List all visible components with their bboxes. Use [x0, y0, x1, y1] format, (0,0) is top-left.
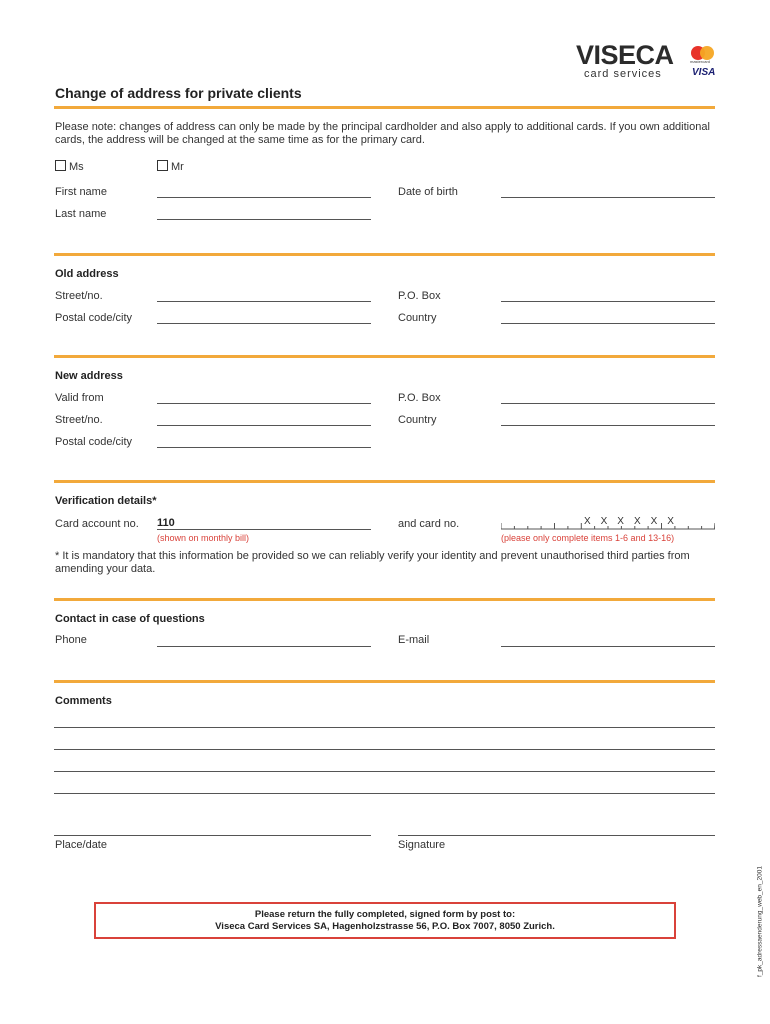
intro-note: Please note: changes of address can only be made by the principal cardholder and also apply to additional cards. If you own additional cards, the address will be changed at the same time as for the primary card. — [55, 121, 710, 146]
card-number-mask: X X X X X X — [584, 516, 678, 527]
phone-label: Phone — [55, 634, 87, 646]
new-street-label: Street/no. — [55, 414, 103, 426]
card-account-label: Card account no. — [55, 518, 139, 530]
old-country-label: Country — [398, 312, 437, 324]
return-instructions-box — [94, 902, 676, 939]
date-of-birth-field[interactable] — [501, 197, 715, 198]
comment-line-4[interactable] — [54, 793, 715, 794]
mr-checkbox[interactable] — [157, 160, 168, 171]
old-po-box-label: P.O. Box — [398, 290, 441, 302]
signature-field[interactable] — [398, 835, 715, 836]
contact-rule — [54, 598, 715, 601]
old-address-title: Old address — [55, 268, 119, 280]
card-account-field[interactable] — [157, 529, 371, 530]
mastercard-logo — [689, 45, 717, 67]
date-of-birth-label: Date of birth — [398, 186, 458, 198]
shown-on-bill-hint: (shown on monthly bill) — [157, 533, 250, 543]
new-country-label: Country — [398, 414, 437, 426]
mandatory-note: * It is mandatory that this information be provided so we can reliably verify your identity and prevent unauthorised third parties from amending your data. — [55, 550, 690, 575]
email-label: E-mail — [398, 634, 430, 646]
new-country-field[interactable] — [501, 425, 715, 426]
verification-rule — [54, 480, 715, 483]
title-rule — [54, 106, 715, 109]
return-line-2: Viseca Card Services SA, Hagenholzstrasse 56, P.O. Box 7007, 8050 Zurich. — [215, 921, 555, 932]
old-address-rule — [54, 253, 715, 256]
signature-label: Signature — [398, 839, 446, 851]
old-postal-label: Postal code/city — [55, 312, 133, 324]
old-street-field[interactable] — [157, 301, 371, 302]
mastercard-text: mastercard — [690, 59, 711, 64]
first-name-label: First name — [55, 186, 107, 198]
card-account-prefix: 110 — [157, 517, 175, 529]
new-postal-field[interactable] — [157, 447, 371, 448]
ms-label: Ms — [69, 161, 84, 173]
mr-label: Mr — [171, 161, 184, 173]
new-po-box-field[interactable] — [501, 403, 715, 404]
new-postal-label: Postal code/city — [55, 436, 133, 448]
visa-logo: VISA — [692, 67, 716, 78]
page-title: Change of address for private clients — [55, 85, 302, 101]
comments-rule — [54, 680, 715, 683]
comment-line-3[interactable] — [54, 771, 715, 772]
verification-title: Verification details* — [55, 495, 157, 507]
new-address-title: New address — [55, 370, 123, 382]
salutation-mr[interactable] — [157, 160, 184, 173]
old-country-field[interactable] — [501, 323, 715, 324]
return-line-1: Please return the fully completed, signed form by post to: — [254, 909, 516, 920]
card-no-label: and card no. — [398, 518, 460, 530]
last-name-field[interactable] — [157, 219, 371, 220]
old-street-label: Street/no. — [55, 290, 103, 302]
comment-line-1[interactable] — [54, 727, 715, 728]
phone-field[interactable] — [157, 646, 371, 647]
email-field[interactable] — [501, 646, 715, 647]
brand-subtitle: card services — [584, 68, 662, 80]
old-postal-field[interactable] — [157, 323, 371, 324]
brand-name: VISECA — [576, 40, 674, 70]
form-code: f_pk_adressaenderung_web_en_2001 — [756, 866, 764, 977]
contact-title: Contact in case of questions — [55, 613, 205, 625]
complete-items-hint: (please only complete items 1-6 and 13-16) — [501, 533, 675, 543]
place-date-field[interactable] — [54, 835, 371, 836]
salutation-ms[interactable] — [55, 160, 84, 173]
new-po-box-label: P.O. Box — [398, 392, 441, 404]
place-date-label: Place/date — [55, 839, 107, 851]
valid-from-label: Valid from — [55, 392, 104, 404]
comments-title: Comments — [55, 695, 112, 707]
card-number-field[interactable] — [501, 516, 715, 530]
first-name-field[interactable] — [157, 197, 371, 198]
new-address-rule — [54, 355, 715, 358]
last-name-label: Last name — [55, 208, 107, 220]
viseca-logo — [576, 40, 676, 82]
new-street-field[interactable] — [157, 425, 371, 426]
comment-line-2[interactable] — [54, 749, 715, 750]
old-po-box-field[interactable] — [501, 301, 715, 302]
valid-from-field[interactable] — [157, 403, 371, 404]
ms-checkbox[interactable] — [55, 160, 66, 171]
